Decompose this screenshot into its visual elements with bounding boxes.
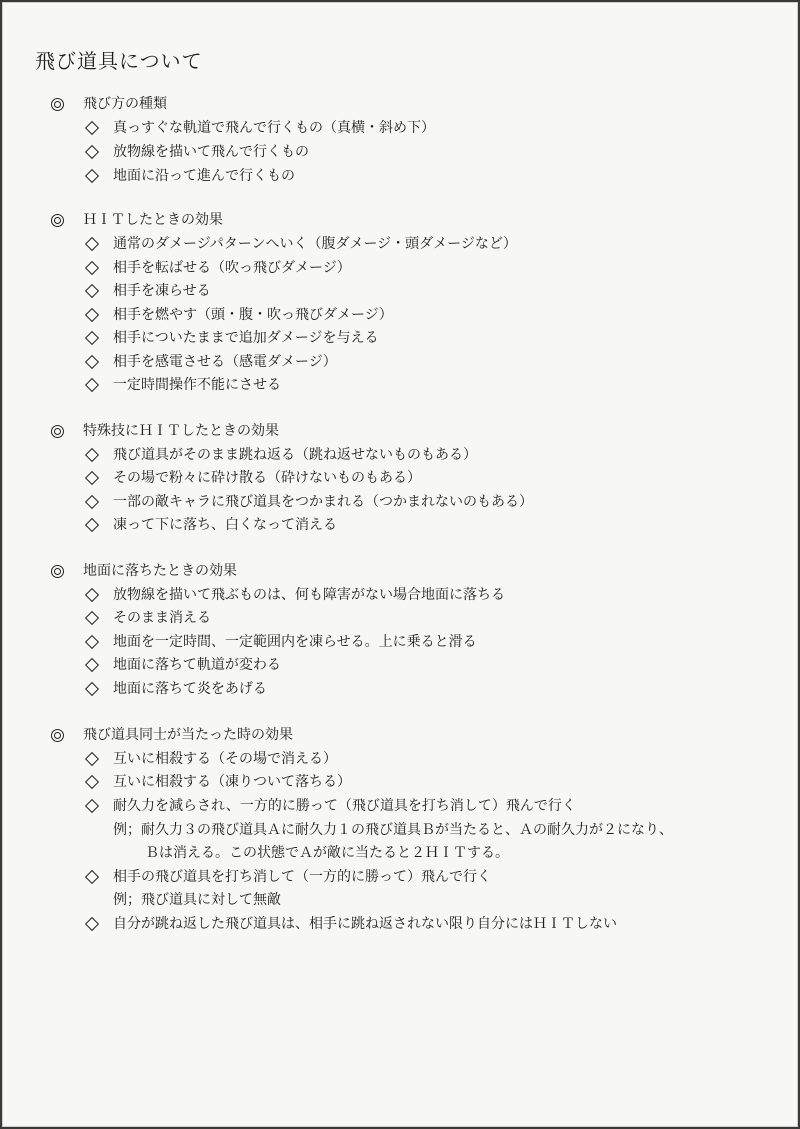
list-item-text: 一定時間操作不能にさせる [113, 377, 281, 393]
diamond-bullet-icon [83, 491, 99, 513]
list-item-text: 地面に落ちて軌道が変わる [113, 657, 281, 673]
diamond-bullet-icon [83, 631, 99, 653]
diamond-bullet-icon [83, 866, 99, 888]
section-heading-text: 地面に落ちたときの効果 [83, 563, 237, 579]
diamond-bullet-icon [83, 257, 99, 279]
example-note-text: Ｂは消える。この状態でＡが敵に当たると２ＨＩＴする。 [145, 845, 509, 861]
diamond-bullet-icon [83, 444, 99, 466]
diamond-bullet-icon [83, 280, 99, 302]
section-heading-text: 飛び方の種類 [83, 96, 167, 112]
diamond-bullet-icon [83, 607, 99, 629]
list-item-text: 互いに相殺する（その場で消える） [113, 751, 337, 767]
double-circle-bullet-icon [49, 93, 65, 115]
section-heading-text: 特殊技にＨＩＴしたときの効果 [83, 423, 279, 439]
diamond-bullet-icon [83, 467, 99, 489]
diamond-bullet-icon [83, 771, 99, 793]
diamond-bullet-icon [83, 748, 99, 770]
double-circle-bullet-icon [49, 560, 65, 582]
list-item-text: 耐久力を減らされ、一方的に勝って（飛び道具を打ち消して）飛んで行く [113, 798, 576, 814]
list-item-text: その場で粉々に砕け散る（砕けないものもある） [113, 470, 421, 486]
section-heading-text: ＨＩＴしたときの効果 [83, 212, 223, 228]
section-heading-text: 飛び道具同士が当たった時の効果 [83, 727, 293, 743]
diamond-bullet-icon [83, 141, 99, 163]
diamond-bullet-icon [83, 584, 99, 606]
list-item-text: 相手を感電させる（感電ダメージ） [113, 354, 337, 370]
diamond-bullet-icon [83, 654, 99, 676]
diamond-bullet-icon [83, 327, 99, 349]
diamond-bullet-icon [83, 165, 99, 187]
diamond-bullet-icon [83, 913, 99, 935]
example-note-text: 例；飛び道具に対して無敵 [113, 892, 281, 908]
list-item-text: 放物線を描いて飛ぶものは、何も障害がない場合地面に落ちる [113, 587, 505, 603]
list-item-text: 真っすぐな軌道で飛んで行くもの（真横・斜め下） [113, 120, 435, 136]
double-circle-bullet-icon [49, 724, 65, 746]
list-item-text: 相手を凍らせる [113, 283, 211, 299]
list-item-text: 相手の飛び道具を打ち消して（一方的に勝って）飛んで行く [113, 869, 491, 885]
list-item-text: 地面に落ちて炎をあげる [113, 681, 267, 697]
example-note-text: 例；耐久力３の飛び道具Ａに耐久力１の飛び道具Ｂが当たると、Ａの耐久力が２になり、 [113, 822, 673, 838]
list-item-text: 自分が跳ね返した飛び道具は、相手に跳ね返されない限り自分にはＨＩＴしない [113, 916, 617, 932]
list-item-text: そのまま消える [113, 610, 211, 626]
diamond-bullet-icon [83, 233, 99, 255]
double-circle-bullet-icon [49, 420, 65, 442]
diamond-bullet-icon [83, 795, 99, 817]
diamond-bullet-icon [83, 117, 99, 139]
list-item-text: 相手を転ばせる（吹っ飛びダメージ） [113, 260, 351, 276]
document-title: 飛び道具について [35, 49, 203, 73]
list-item-text: 凍って下に落ち、白くなって消える [113, 517, 337, 533]
diamond-bullet-icon [83, 678, 99, 700]
list-item-text: 飛び道具がそのまま跳ね返る（跳ね返せないものもある） [113, 447, 477, 463]
document-page [2, 2, 798, 1127]
list-item-text: 地面を一定時間、一定範囲内を凍らせる。上に乗ると滑る [113, 634, 477, 650]
diamond-bullet-icon [83, 351, 99, 373]
diamond-bullet-icon [83, 374, 99, 396]
list-item-text: 地面に沿って進んで行くもの [113, 168, 295, 184]
diamond-bullet-icon [83, 514, 99, 536]
list-item-text: 互いに相殺する（凍りついて落ちる） [113, 774, 351, 790]
double-circle-bullet-icon [49, 209, 65, 231]
diamond-bullet-icon [83, 304, 99, 326]
list-item-text: 一部の敵キャラに飛び道具をつかまれる（つかまれないのもある） [113, 494, 533, 510]
list-item-text: 通常のダメージパターンへいく（腹ダメージ・頭ダメージなど） [113, 236, 517, 252]
list-item-text: 放物線を描いて飛んで行くもの [113, 144, 309, 160]
list-item-text: 相手についたままで追加ダメージを与える [113, 330, 379, 346]
list-item-text: 相手を燃やす（頭・腹・吹っ飛びダメージ） [113, 307, 393, 323]
